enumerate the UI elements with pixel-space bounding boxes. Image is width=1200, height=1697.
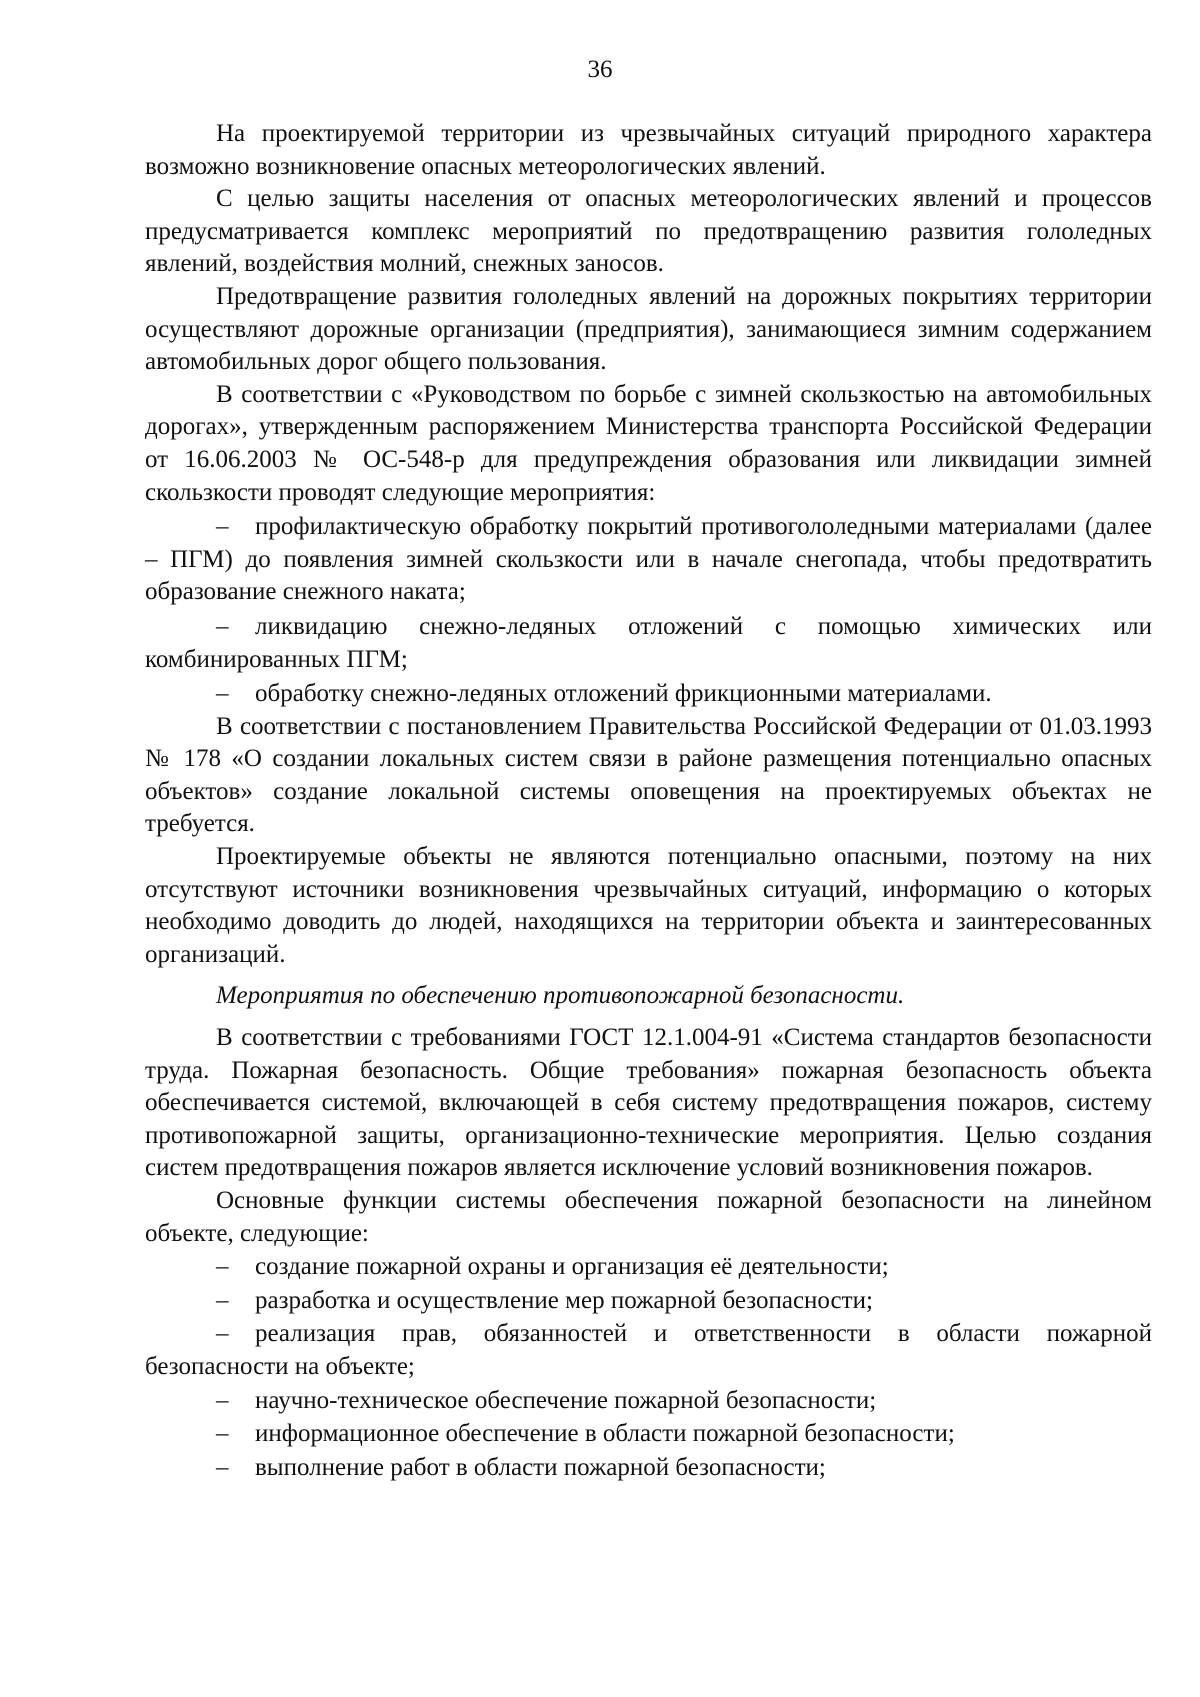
list-dash: – <box>216 513 229 541</box>
list-dash: – <box>216 680 229 708</box>
list-item <box>145 1318 1152 1383</box>
list-item-text: информационное обеспечение в области пожарной безопасности; <box>255 1420 955 1448</box>
paragraph: На проектируемой территории из чрезвычайных ситуаций природного характера возможно возникновение опасных метеорологических явлений. <box>145 120 1152 180</box>
section-heading: Мероприятия по обеспечению противопожарной безопасности. <box>216 982 905 1010</box>
list-item <box>145 1418 1152 1451</box>
list-dash: – <box>216 1286 229 1314</box>
list-item <box>145 1251 1152 1284</box>
list-dash: – <box>216 1386 229 1414</box>
list-item-text: создание пожарной охраны и организация её деятельности; <box>255 1253 889 1281</box>
list-dash: – <box>216 1320 229 1348</box>
paragraph: В соответствии с «Руководством по борьбе с зимней скользкостью на автомобильных дорогах», утвержденным распоряжением Министерства транспорта Российской Федерации от 16.06.2003 № ОС-548-р для предупреждения образования или ликвидации зимней скользкости проводят следующие мероприятия: <box>145 380 1152 506</box>
document-body <box>145 118 1152 1484</box>
list-item <box>145 678 1152 711</box>
list-item <box>145 1385 1152 1418</box>
paragraph: С целью защиты населения от опасных метеорологических явлений и процессов предусматривается комплекс мероприятий по предотвращению развития гололедных явлений, воздействия молний, снежных заносов. <box>145 185 1152 278</box>
list-item-text: разработка и осуществление мер пожарной безопасности; <box>255 1286 873 1314</box>
list-item-text: реализация прав, обязанностей и ответственности в области пожарной безопасности на объекте; <box>145 1320 1152 1380</box>
list-item <box>145 511 1152 609</box>
list-dash: – <box>216 612 229 640</box>
list-item-text: выполнение работ в области пожарной безопасности; <box>255 1453 826 1481</box>
paragraph: В соответствии с требованиями ГОСТ 12.1.004-91 «Система стандартов безопасности труда. Пожарная безопасность. Общие требования» пожарная безопасность объекта обеспечивается системой, включающей в себя систему предотвращения пожаров, систему противопожарной защиты, организационно-технические мероприятия. Целью создания систем предотвращения пожаров является исключение условий возникновения пожаров. <box>145 1024 1152 1182</box>
list-item-text: ликвидацию снежно-ледяных отложений с помощью химических или комбинированных ПГМ; <box>145 612 1152 673</box>
paragraph: Основные функции системы обеспечения пожарной безопасности на линейном объекте, следующие: <box>145 1187 1152 1247</box>
paragraph: В соответствии с постановлением Правительства Российской Федерации от 01.03.1993 № 178 «О создании локальных систем связи в районе размещения потенциально опасных объектов» создание локальной системы оповещения на проектируемых объектах не требуется. <box>145 712 1152 838</box>
list-dash: – <box>216 1420 229 1448</box>
list-item-text: обработку снежно-ледяных отложений фрикционными материалами. <box>255 680 992 708</box>
list-item <box>145 1285 1152 1318</box>
list-dash: – <box>216 1453 229 1481</box>
page-number: 36 <box>587 56 613 83</box>
list-item-text: профилактическую обработку покрытий противогололедными материалами (далее – ПГМ) до появления зимней скользкости или в начале снегопада, чтобы предотвратить образование снежного наката; <box>145 513 1152 606</box>
list-item <box>145 611 1152 676</box>
list-item <box>145 1452 1152 1485</box>
paragraph: Предотвращение развития гололедных явлений на дорожных покрытиях территории осуществляют дорожные организации (предприятия), занимающиеся зимним содержанием автомобильных дорог общего пользования. <box>145 282 1152 376</box>
list-item-text: научно-техническое обеспечение пожарной безопасности; <box>255 1386 877 1414</box>
list-dash: – <box>216 1253 229 1281</box>
paragraph: Проектируемые объекты не являются потенциально опасными, поэтому на них отсутствуют источники возникновения чрезвычайных ситуаций, информацию о которых необходимо доводить до людей, находящихся на территории объекта и заинтересованных организаций. <box>145 843 1152 968</box>
